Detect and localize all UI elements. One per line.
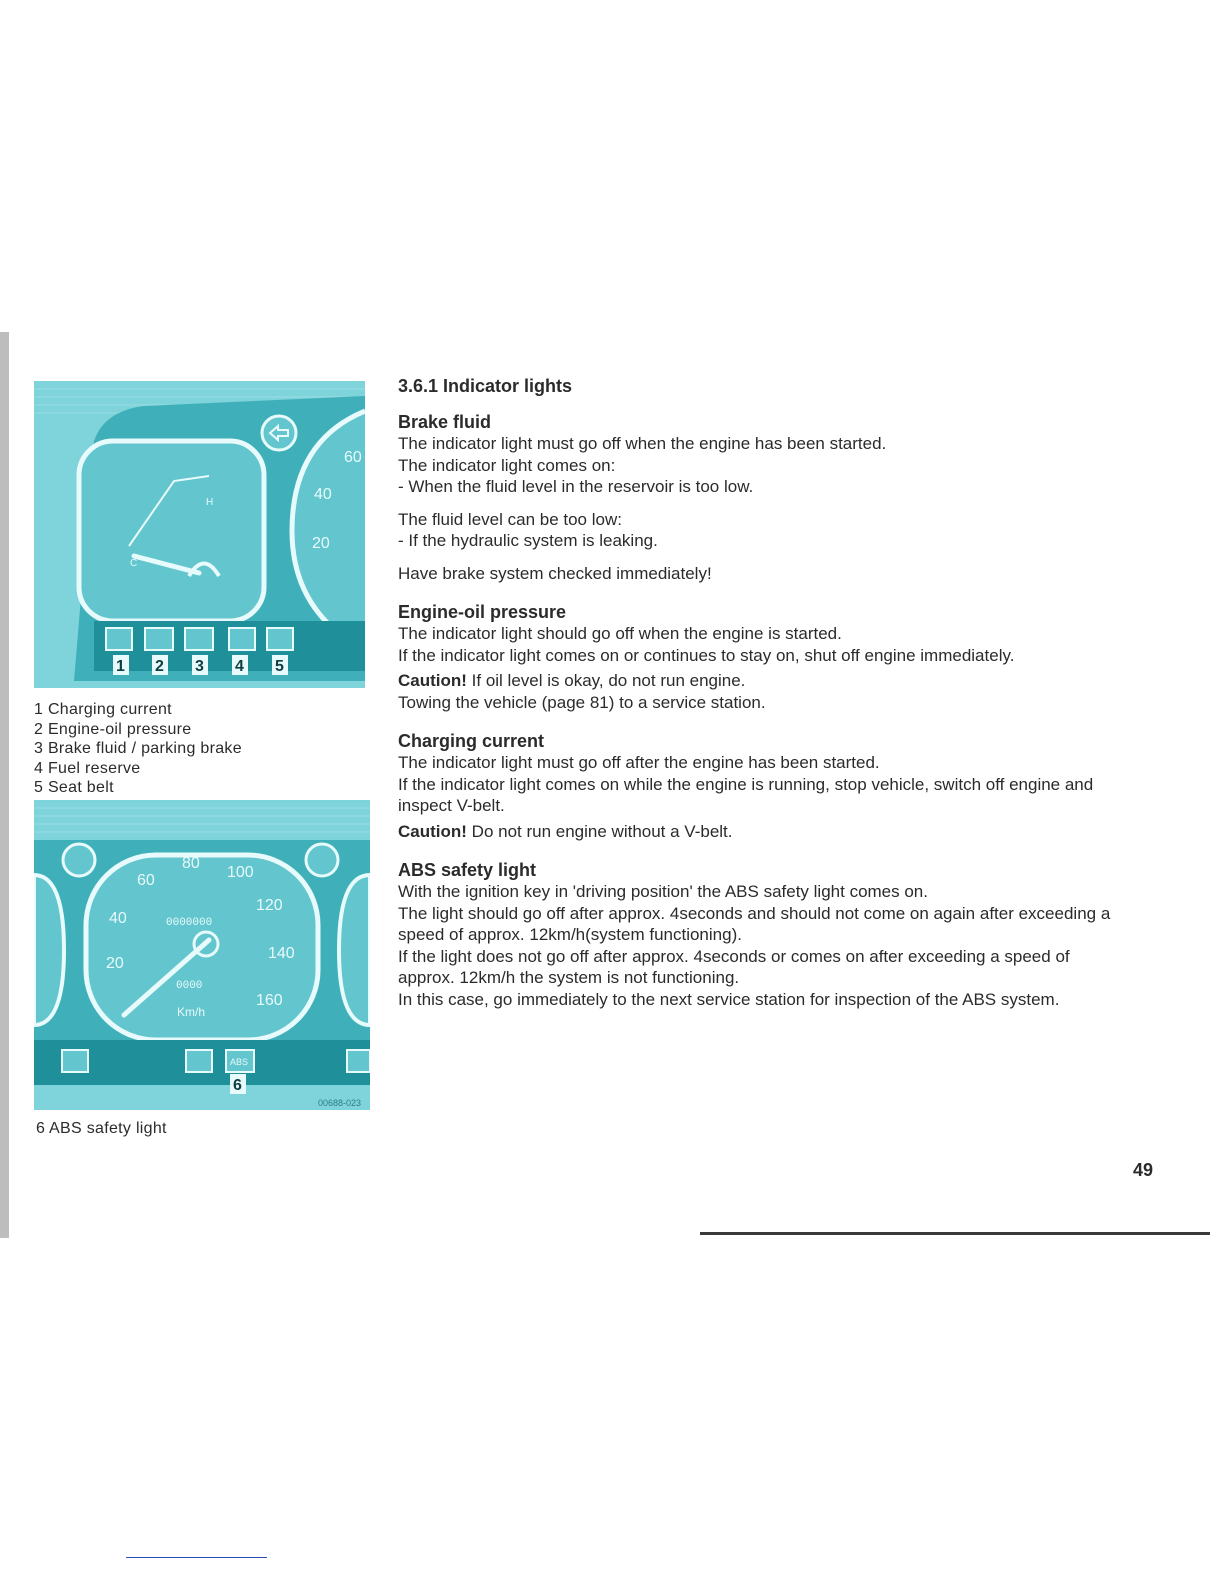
speed-label-140: 140 xyxy=(268,945,295,962)
footer-rule xyxy=(126,1557,267,1558)
callout-2: 2 xyxy=(155,658,164,675)
legend-item: 2 Engine-oil pressure xyxy=(34,720,192,738)
figure-speedometer xyxy=(34,800,370,1110)
heading-abs-light: ABS safety light xyxy=(398,860,537,880)
page-number: 49 xyxy=(1133,1160,1154,1180)
caution-line: Caution! Do not run engine without a V-belt. xyxy=(398,821,733,841)
legend-item: 3 Brake fluid / parking brake xyxy=(34,740,242,758)
speed-label-120: 120 xyxy=(256,897,283,914)
text-line: Towing the vehicle (page 81) to a service station. xyxy=(398,692,766,712)
legend-item: 4 Fuel reserve xyxy=(34,759,141,777)
section-abs-light xyxy=(398,859,1118,1010)
text-line: - If the hydraulic system is leaking. xyxy=(398,531,658,550)
speed-unit: Km/h xyxy=(177,1005,206,1019)
speed-label-160: 160 xyxy=(256,992,283,1009)
text-line: The light should go off after approx. 4seconds and should not come on again after exceeding a speed of approx. 12km/h(system functioning). xyxy=(398,903,1111,944)
legend-item: 1 Charging current xyxy=(34,701,172,718)
section-charging-current xyxy=(398,730,1118,842)
speed-label-80: 80 xyxy=(182,855,200,872)
section-brake-fluid xyxy=(398,411,1118,584)
section-engine-oil xyxy=(398,601,1118,713)
section-title: 3.6.1 Indicator lights xyxy=(398,376,573,396)
gauge-20-label: 20 xyxy=(312,535,330,552)
text-line: The indicator light should go off when the engine is started. xyxy=(398,624,842,643)
callout-3: 3 xyxy=(195,658,204,675)
gauge-60-label: 60 xyxy=(344,449,362,466)
caution-label: Caution! xyxy=(398,821,467,841)
text-line: If the indicator light comes on or continues to stay on, shut off engine immediately. xyxy=(398,645,1015,665)
callout-4: 4 xyxy=(235,658,244,675)
heading-charging-current: Charging current xyxy=(398,731,545,751)
text-line: Have brake system checked immediately! xyxy=(398,563,712,583)
callout-1: 1 xyxy=(116,658,125,675)
speed-label-40: 40 xyxy=(109,910,127,927)
temp-c-label: C xyxy=(130,558,138,569)
heading-brake-fluid: Brake fluid xyxy=(398,412,492,432)
figure-indicator-panel xyxy=(34,381,365,688)
odometer: 0000000 xyxy=(166,917,213,929)
speed-label-20: 20 xyxy=(106,955,124,972)
text-line: In this case, go immediately to the next service station for inspection of the ABS system. xyxy=(398,989,1060,1009)
heading-engine-oil: Engine-oil pressure xyxy=(398,602,567,622)
temp-h-label: H xyxy=(206,497,214,508)
text-line: The indicator light must go off when the engine has been started. xyxy=(398,434,887,453)
text-line: With the ignition key in 'driving position' the ABS safety light comes on. xyxy=(398,882,928,901)
legend-item: 5 Seat belt xyxy=(34,779,114,797)
figure-caption-abs: 6 ABS safety light xyxy=(36,1120,167,1137)
callout-6: 6 xyxy=(233,1077,242,1094)
gauge-40-label: 40 xyxy=(314,486,332,503)
text-line: The indicator light comes on: xyxy=(398,455,616,475)
text-line: - When the fluid level in the reservoir is too low. xyxy=(398,477,754,496)
text-line: If the light does not go off after approx. 4seconds or comes on after exceeding a speed of approx. 12km/h the system is not functioning. xyxy=(398,946,1070,987)
caution-label: Caution! xyxy=(398,671,467,690)
indicator-legend xyxy=(34,700,242,798)
figure-ref-code: 00688-023 xyxy=(318,1098,362,1108)
page-edge-shadow xyxy=(0,332,9,1238)
callout-5: 5 xyxy=(275,658,284,675)
bottom-rule xyxy=(700,1232,1210,1235)
text-line: The fluid level can be too low: xyxy=(398,509,622,529)
caution-line: Caution! If oil level is okay, do not run engine. xyxy=(398,671,746,690)
main-content xyxy=(398,376,1118,1027)
speed-label-60: 60 xyxy=(137,872,155,889)
text-line: If the indicator light comes on while the engine is running, stop vehicle, switch off engine and inspect V-belt. xyxy=(398,774,1094,815)
abs-light-label: ABS xyxy=(230,1057,249,1067)
speed-label-100: 100 xyxy=(227,864,254,881)
text-line: The indicator light must go off after the engine has been started. xyxy=(398,753,880,772)
trip-meter: 0000 xyxy=(176,980,203,992)
